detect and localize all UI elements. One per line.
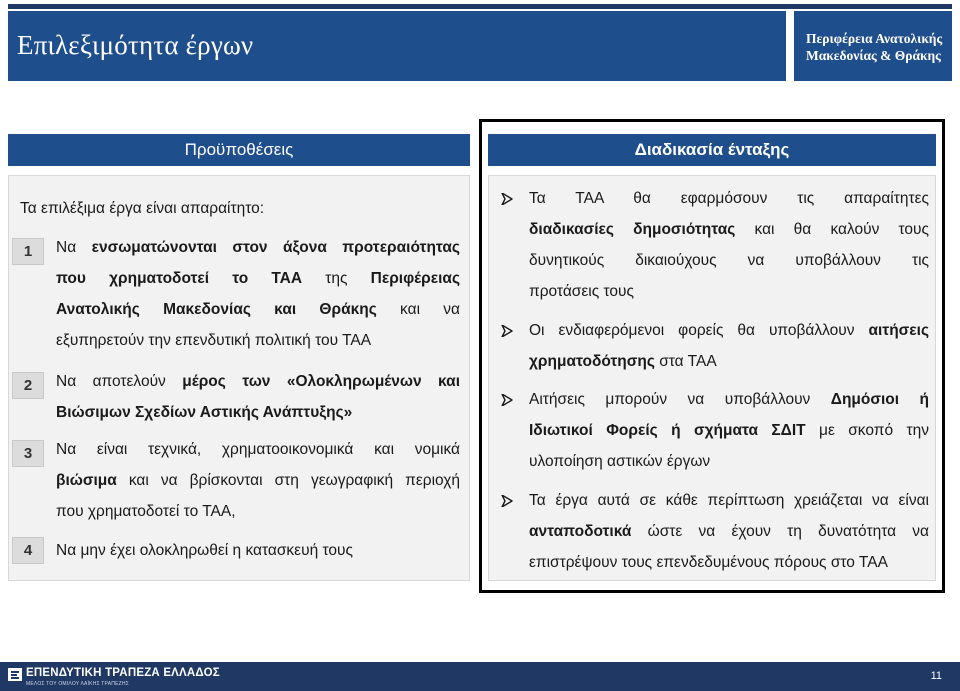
process-heading-text: Διαδικασία ένταξης <box>634 140 790 159</box>
process-bullet-text-1 <box>529 183 929 307</box>
text-line: εξυπηρετούν την επενδυτική πολιτική του ΤΑΑ <box>56 332 372 349</box>
text-line: δυνητικούς δικαιούχους να υποβάλλουν τις <box>529 252 929 269</box>
text-line: Να μην έχει ολοκληρωθεί η κατασκευή τους <box>56 542 353 559</box>
text-line: Οι ενδιαφερόμενοι φορείς θα υποβάλλουν αιτήσεις <box>529 322 929 339</box>
process-bullet-text-3 <box>529 384 929 477</box>
prerequisite-item-4 <box>56 535 460 566</box>
arrow-bullet-icon <box>499 315 513 346</box>
text-line: υλοποίηση αστικών έργων <box>529 453 711 470</box>
bank-logo-icon <box>8 668 22 681</box>
top-rule <box>8 4 952 9</box>
text-line: που χρηματοδοτεί το ΤΑΑ, <box>56 503 236 520</box>
footer-bank-name: ΕΠΕΝΔΥΤΙΚΗ ΤΡΑΠΕΖΑ ΕΛΛΑΔΟΣ <box>26 667 220 679</box>
arrow-bullet-icon <box>499 485 513 516</box>
item-number-1: 1 <box>12 238 44 265</box>
text-line: προτάσεις τους <box>529 283 634 300</box>
text-line: βιώσιμα και να βρίσκονται στη γεωγραφική περιοχή <box>56 472 460 489</box>
text-line: Να ενσωματώνονται στον άξονα προτεραιότητας <box>56 239 460 256</box>
title-bar <box>8 11 786 81</box>
footer-tagline: ΜΕΛΟΣ ΤΟΥ ΟΜΙΛΟΥ ΛΑΪΚΗΣ ΤΡΑΠΕΖΗΣ <box>26 681 129 687</box>
process-bullet-text-4 <box>529 485 929 578</box>
prerequisites-panel <box>8 175 470 581</box>
text-line: Βιώσιμων Σχεδίων Αστικής Ανάπτυξης» <box>56 404 353 421</box>
text-line: χρηματοδότησης στα ΤΑΑ <box>529 353 717 370</box>
slide-header <box>8 11 952 81</box>
text-line: επιστρέψουν τους επενδεδυμένους πόρους στο ΤΑΑ <box>529 554 888 571</box>
prerequisites-intro: Τα επιλέξιμα έργα είναι απαραίτητο: <box>20 200 265 217</box>
text-line: που χρηματοδοτεί το ΤΑΑ της Περιφέρειας <box>56 270 461 287</box>
arrow-bullet-icon <box>499 384 513 415</box>
process-panel <box>488 175 936 581</box>
prerequisite-item-2 <box>56 366 460 428</box>
page-number: 11 <box>930 670 942 682</box>
text-line: Τα έργα αυτά σε κάθε περίπτωση χρειάζεται να είναι <box>529 492 929 509</box>
text-line: διαδικασίες δημοσιότητας και θα καλούν τους <box>529 221 929 238</box>
text-line: Τα ΤΑΑ θα εφαρμόσουν τις απαραίτητες <box>529 190 929 207</box>
process-heading <box>488 134 936 166</box>
text-line: Ανατολικής Μακεδονίας και Θράκης και να <box>56 301 461 318</box>
prerequisites-heading-text: Προϋποθέσεις <box>184 140 294 159</box>
text-line: Να είναι τεχνικά, χρηματοοικονομικά και νομικά <box>56 441 460 458</box>
prerequisites-heading <box>8 134 470 166</box>
text-line: Αιτήσεις μπορούν να υποβάλλουν Δημόσιοι ή <box>529 391 929 408</box>
prerequisite-item-3 <box>56 434 460 527</box>
text-line: ανταποδοτικά ώστε να έχουν τη δυνατότητα να <box>529 523 929 540</box>
process-bullet-text-2 <box>529 315 929 377</box>
slide-title: Επιλεξιμότητα έργων <box>17 30 254 60</box>
region-label <box>794 11 952 81</box>
text-line: Να αποτελούν μέρος των «Ολοκληρωμένων και <box>56 373 461 390</box>
text-line: Ιδιωτικοί Φορείς ή σχήματα ΣΔΙΤ με σκοπό την <box>529 422 929 439</box>
prerequisite-item-1 <box>56 232 460 356</box>
item-number-4: 4 <box>12 537 44 564</box>
footer-bar <box>0 662 960 691</box>
item-number-2: 2 <box>12 372 44 399</box>
item-number-3: 3 <box>12 440 44 467</box>
arrow-bullet-icon <box>499 183 513 214</box>
region-line-2: Μακεδονίας & Θράκης <box>806 48 941 63</box>
region-line-1: Περιφέρεια Ανατολικής <box>806 31 943 46</box>
